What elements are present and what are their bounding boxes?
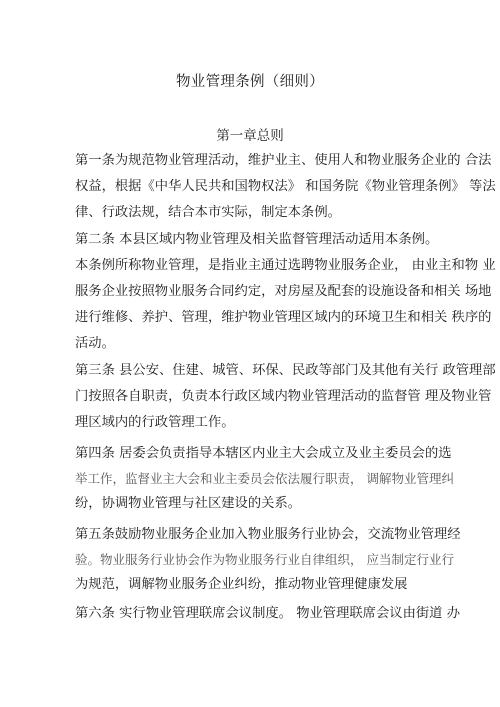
body-line: 律、行政法规，结合本市实际，制定本条例。 xyxy=(75,205,341,220)
body-line: 第四条 居委会负责指导本辖区内业主大会成立及业主委员会的选 xyxy=(75,446,452,461)
body-line: 第六条 实行物业管理联席会议制度。 物业管理联席会议由街道 办 xyxy=(75,606,460,621)
body-line: 权益，根据《中华人民共和国物权法》 和国务院《物业管理条例》 等法 xyxy=(75,179,496,194)
body-line: 验。物业服务行业协会作为物业服务行业自律组织， 应当制定行业行 xyxy=(75,552,454,567)
body-line: 举工作，监督业主大会和业主委员会依法履行职责， 调解物业管理纠 xyxy=(75,471,454,486)
body-line: 为规范，调解物业服务企业纠纷，推动物业管理健康发展 xyxy=(75,577,408,592)
body-line: 第二条 本县区域内物业管理及相关监督管理活动适用本条例。 xyxy=(75,232,439,247)
body-line: 理区域内的行政管理工作。 xyxy=(75,415,235,430)
body-line: 第一条为规范物业管理活动，维护业主、使用人和物业服务企业的 合法 xyxy=(75,153,492,168)
body-line: 门按照各自职责，负责本行政区域内物业管理活动的监督管 理及物业管 xyxy=(75,389,492,404)
body-line: 第三条 县公安、住建、城管、环保、民政等部门及其他有关行 政管理部 xyxy=(75,363,496,378)
body-line: 纷，协调物业管理与社区建设的关系。 xyxy=(75,496,302,511)
body-line: 第五条鼓励物业服务企业加入物业服务行业协会，交流物业管理经 xyxy=(75,527,461,542)
chapter-heading: 第一章总则 xyxy=(216,128,284,144)
body-line: 进行维修、养护、管理，维护物业管理区域内的环境卫生和相关 秩序的 xyxy=(75,310,492,325)
document-title: 物业管理条例（细则） xyxy=(176,74,324,90)
body-line: 本条例所称物业管理，是指业主通过选聘物业服务企业， 由业主和物 业 xyxy=(75,258,496,273)
body-line: 活动。 xyxy=(75,336,115,351)
body-line: 服务企业按照物业服务合同约定，对房屋及配套的设施设备和相关 场地 xyxy=(75,284,492,299)
